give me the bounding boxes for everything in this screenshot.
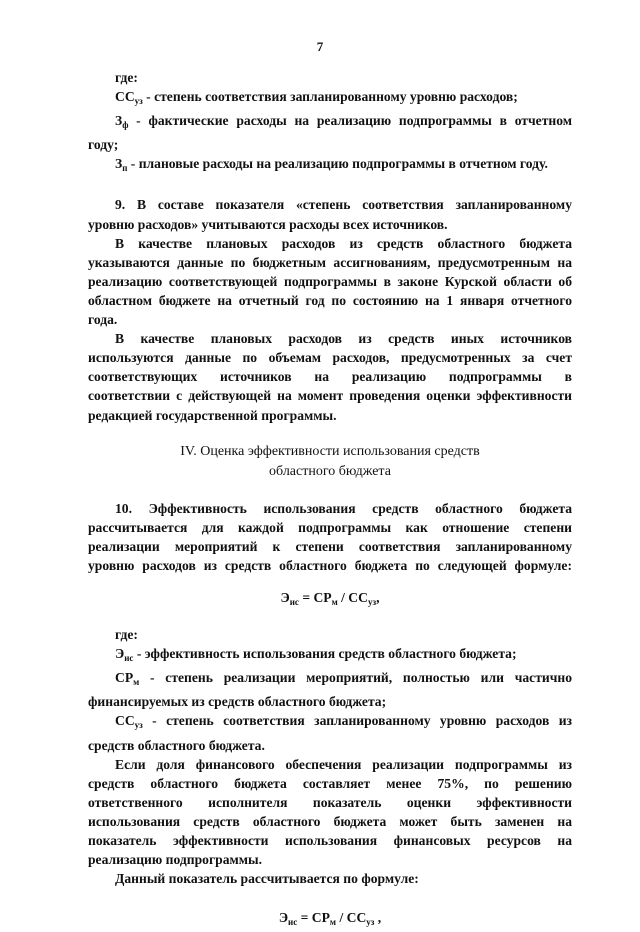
var-e: Э [115, 646, 125, 662]
text-line: уровню расходов» учитываются расходы всех источников. [88, 216, 448, 232]
definitions-block-2 [88, 625, 572, 755]
text-line: реализацию соответствующей подпрограммы в законе Курской области об [88, 273, 572, 289]
var-cr: СР [115, 670, 134, 686]
text-line: В качестве плановых расходов из средств областного бюджета [115, 235, 572, 251]
formula-efficiency [88, 588, 572, 612]
text-line: реализации мероприятий к степени соответствия запланированному [88, 538, 572, 554]
page-number: 7 [316, 39, 324, 54]
definition-text: - плановые расходы на реализацию подпрограммы в отчетном году. [127, 156, 548, 172]
text-line: Данный показатель рассчитывается по формуле: [115, 871, 419, 887]
formula-sub: м [329, 917, 337, 928]
var-z: З [115, 113, 123, 129]
formula-part: = СР [297, 910, 330, 926]
text-line: средств областного бюджета. [88, 737, 265, 753]
var-z: З [115, 156, 123, 172]
text-line: показатель эффективности использования финансовых ресурсов на [88, 833, 572, 848]
sub-f: ф [122, 120, 129, 131]
paragraph-9 [88, 195, 572, 233]
definition-text: - степень соответствия запланированному уровню расходов из [142, 713, 572, 729]
text-line: финансируемых из средств областного бюджета; [88, 694, 387, 710]
text-line: ответственного исполнителя показатель оценки эффективности [88, 794, 572, 810]
paragraph-plan-regional [88, 234, 572, 329]
formula-part: / СС [336, 910, 367, 926]
text-line: 10. Эффективность использования средств областного бюджета [115, 500, 572, 516]
text-line: соответствующих источников на реализацию подпрограммы в [88, 369, 572, 385]
formula-sub: уз [366, 917, 375, 928]
text-line: областном бюджете на отчетный год по состоянию на 1 января отчетного [88, 292, 572, 308]
text-line: соответствии с действующей на момент проведения оценки эффективности [88, 388, 572, 404]
where-label: где: [115, 70, 138, 85]
sub-uz: уз [134, 96, 143, 107]
var-cc: СС [115, 713, 135, 729]
text-line: средств областного бюджета составляет менее 75%, по решению [88, 775, 572, 791]
text-line: реализацию подпрограммы. [88, 852, 263, 868]
formula-part: Э [278, 910, 289, 926]
definition-text: - степень соответствия запланированному уровню расходов; [142, 89, 518, 105]
text-line: рассчитывается для каждой подпрограммы как отношение степени [88, 519, 572, 535]
definition-text: - эффективность использования средств областного бюджета; [133, 646, 517, 662]
formula-part: = СР [298, 589, 332, 605]
definition-text: - степень реализации мероприятий, полностью или частично [139, 670, 572, 686]
paragraph-calc [88, 869, 572, 888]
formula-part: Э [280, 589, 290, 605]
formula-sub: ис [289, 596, 299, 607]
definition-zf-cont: году; [88, 137, 119, 153]
definition-css [88, 87, 572, 111]
definition-zp [88, 154, 572, 178]
definition-text: - фактические расходы на реализацию подпрограммы в отчетном [128, 113, 572, 129]
where-label: где: [115, 627, 138, 643]
formula-part: , [376, 589, 380, 605]
page-content [88, 68, 572, 932]
sub-m: м [133, 677, 140, 688]
text-line: Если доля финансового обеспечения реализации подпрограммы из [115, 756, 572, 772]
text-line: редакцией государственной программы. [88, 407, 337, 423]
heading-line: областного бюджета [269, 463, 391, 479]
definition-crm [88, 668, 572, 692]
formula-part: , [374, 910, 382, 926]
definition-ccuz [88, 711, 572, 735]
definition-zf [88, 111, 572, 135]
text-line: года. [88, 312, 118, 328]
sub-is: ис [124, 653, 134, 664]
sub-p: п [122, 163, 128, 174]
sub-uz: уз [134, 720, 143, 731]
text-line: 9. В составе показателя «степень соответствия запланированному [115, 197, 572, 213]
text-line: использования средств областного бюджета может быть заменен на [88, 813, 572, 829]
formula-sub: м [331, 596, 338, 607]
formula-efficiency-2 [88, 908, 572, 932]
definition-eis [88, 644, 572, 668]
formula-sub: уз [367, 596, 377, 607]
formula-part: / СС [337, 589, 368, 605]
var-cc: СС [115, 89, 135, 105]
text-line: указываются данные по бюджетным ассигнованиям, предусмотренным на [88, 254, 572, 270]
paragraph-10 [88, 499, 572, 575]
text-line: В качестве плановых расходов из средств иных источников [115, 331, 572, 347]
formula-sub: ис [288, 917, 298, 928]
paragraph-share [88, 755, 572, 870]
text-line: уровню расходов из средств областного бюджета по следующей формуле: [88, 557, 572, 573]
text-line: используются данные по объемам расходов, предусмотренных за счет [88, 350, 572, 366]
paragraph-plan-other [88, 329, 572, 424]
heading-line: IV. Оценка эффективности использования средств [180, 443, 480, 459]
section-heading [88, 442, 572, 482]
